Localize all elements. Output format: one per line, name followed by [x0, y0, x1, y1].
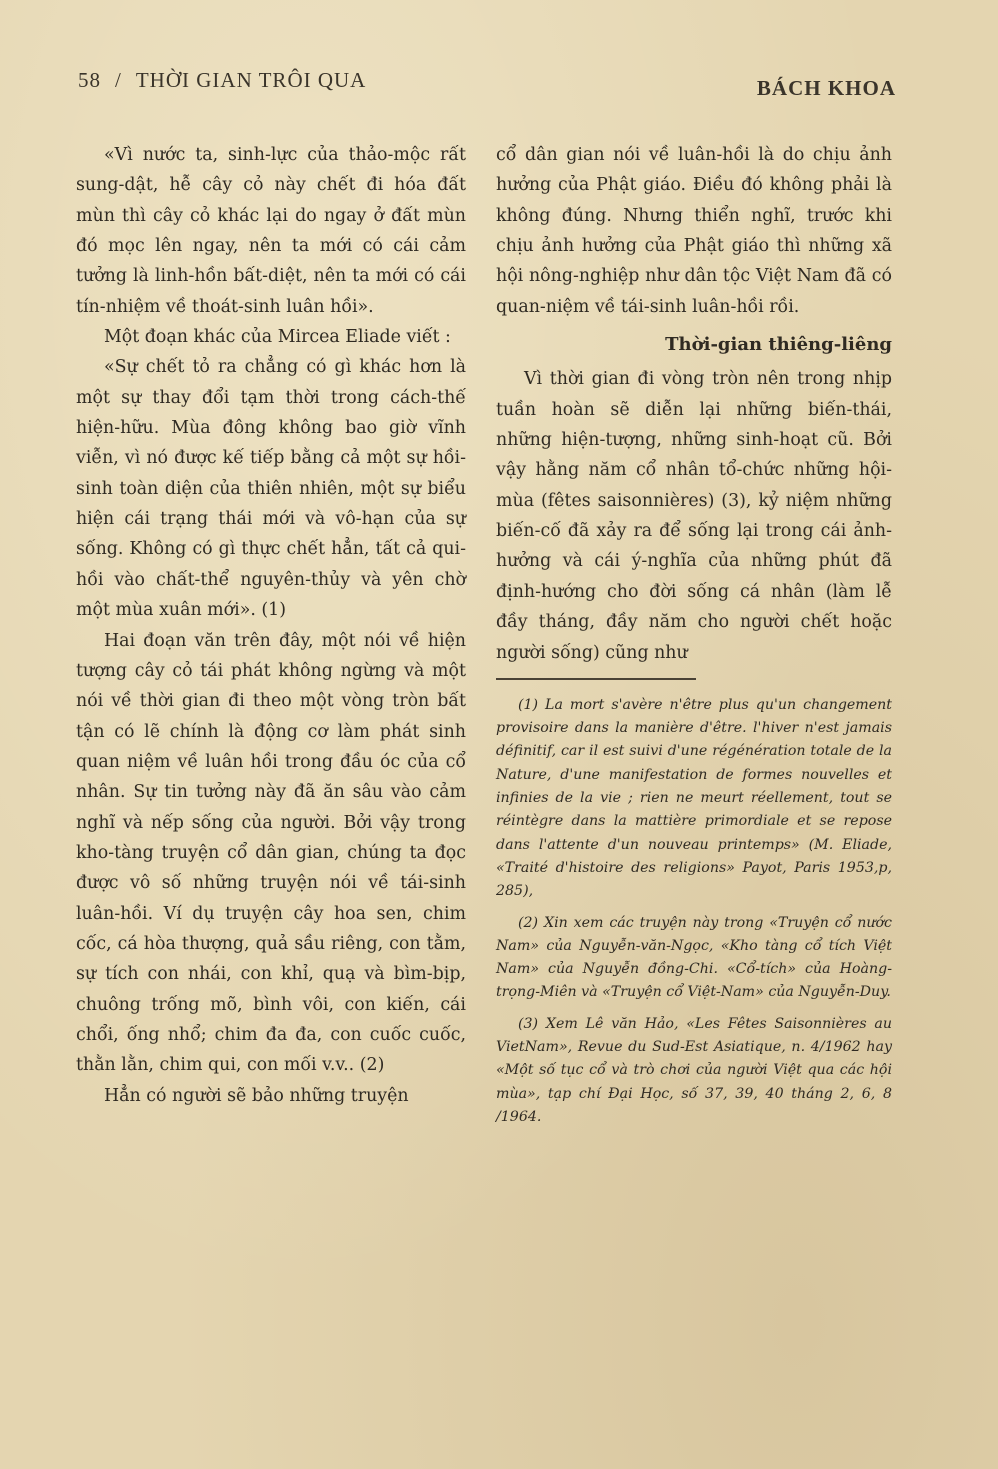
- paragraph-quote-1: «Vì nước ta, sinh-lực của thảo-mộc rất sung-dật, hễ cây cỏ này chết đi hóa đất mùn thì cây cỏ khác lại do ngay ở đất mùn đó mọc lên ngay, nên ta mới có cái cảm tưởng là linh-hồn bất-diệt, nên ta mới có cái tín-nhiệm về thoát-sinh luân hồi».: [76, 145, 466, 317]
- footnote-1: (1) La mort s'avère n'être plus qu'un changement provisoire dans la manière d'être. l'hiver n'est jamais définitif, car il est suivi d'une régénération totale de la Nature, d'une manifestation de formes nouvelles et infinies de la vie ; rien ne meurt réellement, tout se réintègre dans la mattière primordiale et se repose dans l'attente d'un nouveau printemps» (M. Eliade, «Traité d'histoire des religions» Payot, Paris 1953,p, 285),: [496, 696, 892, 900]
- section-heading: Thời-gian thiêng-liêng: [665, 334, 892, 356]
- paragraph-continued: cổ dân gian nói về luân-hồi là do chịu ảnh hưởng của Phật giáo. Điều đó không phải là không đúng. Nhưng thiển nghĩ, trước khi chịu ảnh hưởng của Phật giáo thì những xã hội nông-nghiệp như dân tộc Việt Nam đã có quan-niệm về tái-sinh luân-hồi rồi.: [496, 145, 892, 317]
- left-column: [76, 140, 466, 1111]
- journal-name: BÁCH KHOA: [756, 76, 896, 100]
- paragraph-main: Hai đoạn văn trên đây, một nói về hiện tượng cây cỏ tái phát không ngừng và một nói về thời gian đi theo một vòng tròn bất tận có lẽ chính là động cơ làm phát sinh quan niệm về luân hồi trong đầu óc của cổ nhân. Sự tin tưởng này đã ăn sâu vào cảm nghĩ và nếp sống của người. Bởi vậy trong kho-tàng truyện cổ dân gian, chúng ta đọc được vô số những truyện nói về tái-sinh luân-hồi. Ví dụ truyện cây hoa sen, chim cốc, cá hòa thượng, quả sầu riêng, con tằm, sự tích con nhái, con khỉ, quạ và bìm-bịp, chuông trống mõ, bình vôi, con kiến, cái chổi, ống nhổ; chim đa đa, con cuốc cuốc, thằn lằn, chim qui, con mối v.v.. (2): [76, 630, 466, 1076]
- footnote-2: (2) Xin xem các truyện này trong «Truyện cổ nước Nam» của Nguyễn-văn-Ngọc, «Kho tàng cổ tích Việt Nam» của Nguyễn đồng-Chi. «Cổ-tích» của Hoàng-trọng-Miên và «Truyện cổ Việt-Nam» của Nguyễn-Duy.: [496, 914, 892, 1001]
- header-separator: /: [115, 68, 122, 92]
- paragraph-continue: Hẳn có người sẽ bảo những truyện: [104, 1085, 409, 1106]
- header-left: [78, 68, 380, 93]
- right-column: [496, 140, 892, 1129]
- footnote-3: (3) Xem Lê văn Hảo, «Les Fêtes Saisonnières au VietNam», Revue du Sud-Est Asiatique, n. 4/1962 hay «Một số tục cổ và trò chơi của người Việt qua các hội mùa», tạp chí Đại Học, số 37, 39, 40 tháng 2, 6, 8 /1964.: [496, 1015, 892, 1125]
- running-title: THỜI GIAN TRÔI QUA: [135, 68, 367, 92]
- page-header: [78, 68, 896, 102]
- page-number: 58: [78, 68, 101, 92]
- paragraph-intro: Một đoạn khác của Mircea Eliade viết :: [104, 327, 451, 348]
- paragraph-quote-2: «Sự chết tỏ ra chẳng có gì khác hơn là một sự thay đổi tạm thời trong cách-thế hiện-hữu. Mùa đông không bao giờ vĩnh viễn, vì nó được kế tiếp bằng cả một sự hồi-sinh toàn diện của thiên nhiên, một sự biểu hiện cái trạng thái mới và vô-hạn của sự sống. Không có gì thực chết hẳn, tất cả qui-hồi vào chất-thể nguyên-thủy và yên chờ một mùa xuân mới». (1): [76, 357, 466, 621]
- paragraph-section: Vì thời gian đi vòng tròn nên trong nhịp tuần hoàn sẽ diễn lại những biến-thái, những hiện-tượng, những sinh-hoạt cũ. Bởi vậy hằng năm cổ nhân tổ-chức những hội-mùa (fêtes saisonnières) (3), kỷ niệm những biến-cố đã xảy ra để sống lại trong cái ảnh-hưởng và cái ý-nghĩa của những phút đã định-hướng cho đời sống cá nhân (làm lễ đầy tháng, đầy năm cho người chết hoặc người sống) cũng như: [496, 369, 892, 663]
- footnote-divider: [496, 678, 696, 680]
